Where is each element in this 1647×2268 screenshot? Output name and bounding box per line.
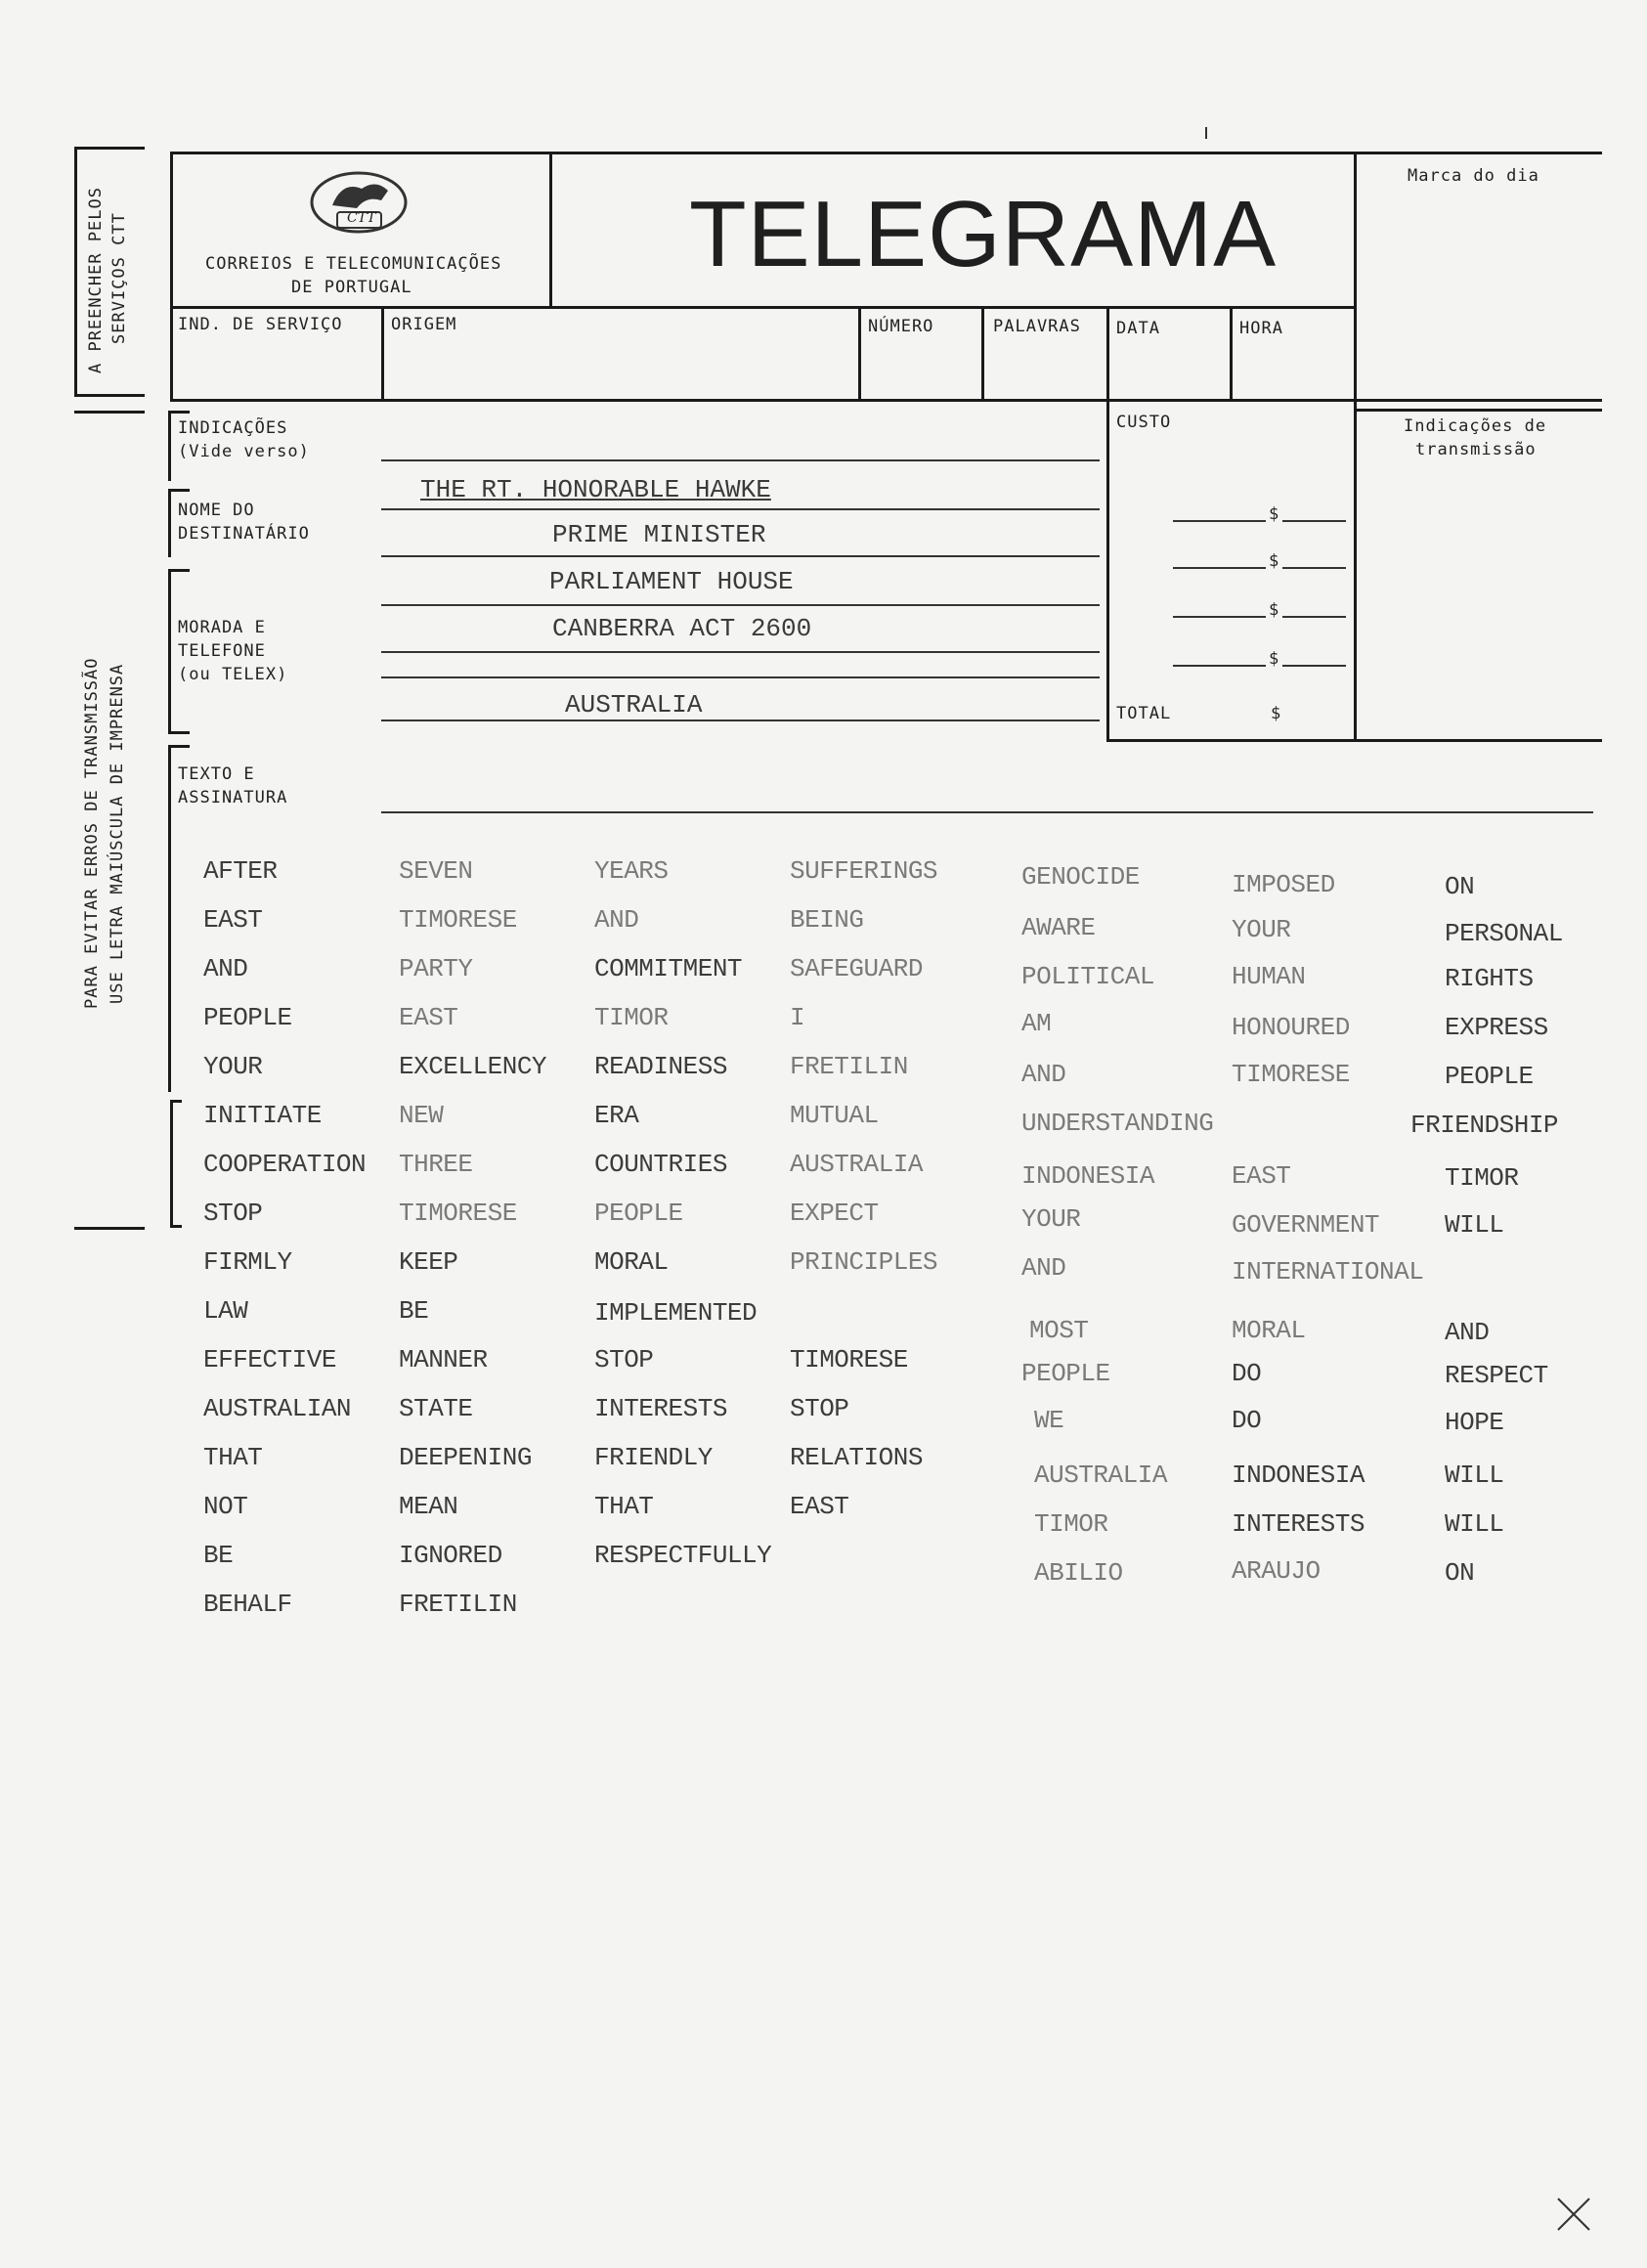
message-word: AND	[1021, 1253, 1066, 1283]
nome-label-line2: DESTINATÁRIO	[178, 524, 310, 544]
message-word: DO	[1232, 1359, 1262, 1388]
message-word: AM	[1021, 1009, 1052, 1038]
message-word: BE	[203, 1541, 234, 1570]
message-word: EXPRESS	[1445, 1013, 1548, 1042]
message-word: EAST	[399, 1003, 458, 1032]
header-bottom-border	[170, 399, 1602, 402]
message-word: INDONESIA	[1232, 1461, 1365, 1490]
message-word: GOVERNMENT	[1232, 1210, 1380, 1240]
message-word: RESPECTFULLY	[594, 1541, 772, 1570]
message-word: WILL	[1445, 1461, 1504, 1490]
left-bracket-bottom-foot	[74, 1227, 145, 1230]
message-word: IMPOSED	[1232, 870, 1335, 899]
corner-x-mark	[1554, 2195, 1593, 2234]
left-bracket-top-foot2	[74, 411, 145, 414]
message-word: ON	[1445, 872, 1475, 901]
message-word: YOUR	[1021, 1204, 1081, 1234]
message-word: STATE	[399, 1394, 473, 1423]
message-word: ARAUJO	[1232, 1556, 1321, 1586]
header-divider-hora	[1230, 308, 1233, 401]
message-word: TIMOR	[1445, 1163, 1519, 1193]
cost-line-3a	[1173, 616, 1266, 618]
message-word: SAFEGUARD	[790, 954, 923, 983]
body-bracket-foot	[170, 1225, 182, 1228]
data-label: DATA	[1116, 319, 1160, 338]
cost-bottom-border	[1106, 739, 1602, 742]
form-top-border	[170, 152, 1602, 154]
cost-left-border	[1106, 399, 1109, 741]
vertical-label-transmission-line2: USE LETRA MAIÚSCULA DE IMPRENSA	[108, 663, 127, 1004]
header-divider-origem	[381, 308, 384, 401]
body-bracket	[170, 1100, 173, 1227]
message-word: TIMOR	[1034, 1509, 1108, 1539]
message-word: EXPECT	[790, 1199, 879, 1228]
message-word: ERA	[594, 1101, 639, 1130]
vertical-label-ctt-line2: SERVIÇOS CTT	[109, 212, 129, 344]
message-word: DO	[1232, 1406, 1262, 1435]
message-word: COUNTRIES	[594, 1150, 727, 1179]
header-divider-palavras	[981, 308, 984, 401]
message-word: TIMORESE	[399, 1199, 517, 1228]
message-word: MORAL	[1232, 1316, 1306, 1345]
custo-label: CUSTO	[1116, 413, 1172, 432]
message-word: AUSTRALIA	[790, 1150, 923, 1179]
message-word: PEOPLE	[1021, 1359, 1110, 1388]
cost-line-2a	[1173, 567, 1266, 569]
message-word: AWARE	[1021, 913, 1096, 942]
nome-label-line1: NOME DO	[178, 501, 255, 520]
cost-line-1b	[1282, 520, 1346, 522]
ctt-emblem-text: CTT	[347, 210, 376, 226]
header-divider-data	[1106, 308, 1109, 401]
message-word: WILL	[1445, 1509, 1504, 1539]
message-word: COOPERATION	[203, 1150, 367, 1179]
address-bracket-3-cap	[168, 569, 190, 572]
vertical-label-transmission-line1: PARA EVITAR ERROS DE TRANSMISSÃO	[82, 657, 102, 1009]
total-label: TOTAL	[1116, 704, 1172, 723]
address-line-7	[381, 720, 1100, 721]
hora-label: HORA	[1239, 319, 1283, 338]
message-word: COMMITMENT	[594, 954, 743, 983]
page-title: TELEGRAMA	[689, 182, 1278, 286]
message-word: RELATIONS	[790, 1443, 923, 1472]
message-word: PEOPLE	[203, 1003, 292, 1032]
address-country: AUSTRALIA	[565, 690, 703, 720]
cost-line-4a	[1173, 665, 1266, 667]
cost-line-1a	[1173, 520, 1266, 522]
message-word: FRIENDLY	[594, 1443, 713, 1472]
form-left-border-top	[170, 152, 173, 401]
title-bottom-border	[170, 306, 1355, 309]
message-word: MORAL	[594, 1247, 669, 1277]
message-word: LAW	[203, 1296, 248, 1326]
origem-label: ORIGEM	[391, 315, 457, 334]
address-line-6	[381, 676, 1100, 678]
message-word: TIMORESE	[1232, 1060, 1350, 1089]
message-word: DEEPENING	[399, 1443, 532, 1472]
message-word: UNDERSTANDING	[1021, 1109, 1214, 1138]
message-word: READINESS	[594, 1052, 727, 1081]
message-word: NEW	[399, 1101, 444, 1130]
message-word: NOT	[203, 1492, 248, 1521]
cost-currency-1: $	[1269, 504, 1280, 524]
text-line	[381, 811, 1593, 813]
cost-line-2b	[1282, 567, 1346, 569]
message-word: TIMORESE	[790, 1345, 908, 1374]
cost-currency-3: $	[1269, 600, 1280, 620]
address-street: PARLIAMENT HOUSE	[549, 567, 794, 596]
message-word: EAST	[203, 905, 263, 935]
org-name-line2: DE PORTUGAL	[291, 278, 412, 297]
message-word: FRETILIN	[399, 1590, 517, 1619]
message-word: FRIENDSHIP	[1410, 1111, 1559, 1140]
org-name-line1: CORREIOS E TELECOMUNICAÇÕES	[205, 254, 502, 274]
ctt-logo	[308, 161, 411, 240]
cost-line-4b	[1282, 665, 1346, 667]
header-divider-numero	[858, 308, 861, 401]
message-word: FIRMLY	[203, 1247, 292, 1277]
message-word: AND	[594, 905, 639, 935]
message-word: KEEP	[399, 1247, 458, 1277]
address-line-4	[381, 604, 1100, 606]
address-bracket-3-foot	[168, 731, 190, 734]
message-word: MANNER	[399, 1345, 488, 1374]
morada-label-line2: TELEFONE	[178, 641, 266, 661]
message-word: IMPLEMENTED	[594, 1298, 758, 1328]
message-word: BEHALF	[203, 1590, 292, 1619]
message-word: TIMORESE	[399, 905, 517, 935]
message-word: POLITICAL	[1021, 962, 1154, 991]
text-bracket	[168, 745, 171, 1092]
address-recipient-title: PRIME MINISTER	[552, 520, 766, 549]
message-word: BE	[399, 1296, 429, 1326]
indicacoes-label-line2: (Vide verso)	[178, 442, 310, 461]
indicacoes-transmissao-line2: transmissão	[1415, 440, 1537, 459]
message-word: AUSTRALIA	[1034, 1461, 1167, 1490]
logo-divider	[549, 152, 552, 308]
texto-label-line1: TEXTO E	[178, 764, 255, 784]
address-bracket-1-cap	[168, 411, 190, 414]
address-recipient-name: THE RT. HONORABLE HAWKE	[420, 475, 771, 504]
address-line-1	[381, 459, 1100, 461]
address-bracket-2-cap	[168, 489, 190, 492]
left-bracket-top-cap	[74, 147, 145, 150]
message-word: AFTER	[203, 856, 278, 886]
message-word: INTERESTS	[1232, 1509, 1365, 1539]
message-word: TIMOR	[594, 1003, 669, 1032]
texto-label-line2: ASSINATURA	[178, 788, 288, 807]
message-word: WE	[1034, 1406, 1064, 1435]
message-word: BEING	[790, 905, 864, 935]
header-bottom-border2	[1354, 409, 1602, 412]
message-word: EAST	[790, 1492, 849, 1521]
message-word: PERSONAL	[1445, 919, 1563, 948]
message-word: PEOPLE	[594, 1199, 683, 1228]
message-word: HONOURED	[1232, 1013, 1350, 1042]
cost-currency-4: $	[1269, 649, 1280, 669]
ind-servico-label: IND. DE SERVIÇO	[178, 315, 343, 334]
message-word: INTERNATIONAL	[1232, 1257, 1424, 1287]
left-bracket-top	[74, 147, 77, 396]
message-word: STOP	[594, 1345, 654, 1374]
page-tick-mark	[1205, 127, 1207, 139]
message-word: STOP	[203, 1199, 263, 1228]
message-word: AND	[1445, 1318, 1490, 1347]
message-word: AUSTRALIAN	[203, 1394, 352, 1423]
indicacoes-transmissao-line1: Indicações de	[1404, 416, 1547, 436]
message-word: STOP	[790, 1394, 849, 1423]
address-line-3	[381, 555, 1100, 557]
message-word: HUMAN	[1232, 962, 1306, 991]
address-bracket-1	[168, 411, 171, 481]
message-word: MEAN	[399, 1492, 458, 1521]
message-word: WILL	[1445, 1210, 1504, 1240]
message-word: EAST	[1232, 1161, 1291, 1191]
message-word: PARTY	[399, 954, 473, 983]
message-word: I	[790, 1003, 805, 1032]
message-word: ON	[1445, 1558, 1475, 1588]
marca-divider	[1354, 152, 1357, 741]
message-word: MOST	[1029, 1316, 1089, 1345]
message-word: MUTUAL	[790, 1101, 879, 1130]
vertical-label-ctt-line1: A PREENCHER PELOS	[86, 187, 106, 373]
body-bracket-cap	[170, 1100, 182, 1103]
address-line-5	[381, 651, 1100, 653]
message-word: THAT	[203, 1443, 263, 1472]
text-bracket-cap	[168, 745, 190, 748]
message-word: ABILIO	[1034, 1558, 1123, 1588]
message-word: SUFFERINGS	[790, 856, 938, 886]
message-word: AND	[203, 954, 248, 983]
morada-label-line3: (ou TELEX)	[178, 665, 288, 684]
marca-do-dia-label: Marca do dia	[1408, 166, 1539, 186]
total-currency: $	[1271, 704, 1282, 723]
indicacoes-label-line1: INDICAÇÕES	[178, 418, 288, 438]
message-word: THREE	[399, 1150, 473, 1179]
message-word: IGNORED	[399, 1541, 502, 1570]
message-word: INDONESIA	[1021, 1161, 1154, 1191]
message-word: EFFECTIVE	[203, 1345, 336, 1374]
cost-currency-2: $	[1269, 551, 1280, 571]
message-word: HOPE	[1445, 1408, 1504, 1437]
message-word: YOUR	[1232, 915, 1291, 944]
message-word: SEVEN	[399, 856, 473, 886]
address-bracket-3	[168, 569, 171, 733]
message-word: THAT	[594, 1492, 654, 1521]
cost-line-3b	[1282, 616, 1346, 618]
message-word: EXCELLENCY	[399, 1052, 547, 1081]
address-city: CANBERRA ACT 2600	[552, 614, 812, 643]
message-word: YEARS	[594, 856, 669, 886]
message-word: INTERESTS	[594, 1394, 727, 1423]
left-bracket-top-foot	[74, 394, 145, 397]
address-bracket-2	[168, 489, 171, 557]
morada-label-line1: MORADA E	[178, 618, 266, 637]
message-word: AND	[1021, 1060, 1066, 1089]
message-word: FRETILIN	[790, 1052, 908, 1081]
message-word: PRINCIPLES	[790, 1247, 938, 1277]
message-word: YOUR	[203, 1052, 263, 1081]
message-word: PEOPLE	[1445, 1062, 1534, 1091]
address-line-2	[381, 508, 1100, 510]
numero-label: NÚMERO	[868, 317, 934, 336]
message-word: RIGHTS	[1445, 964, 1534, 993]
message-word: GENOCIDE	[1021, 862, 1140, 892]
message-word: INITIATE	[203, 1101, 322, 1130]
palavras-label: PALAVRAS	[993, 317, 1081, 336]
message-word: RESPECT	[1445, 1361, 1548, 1390]
